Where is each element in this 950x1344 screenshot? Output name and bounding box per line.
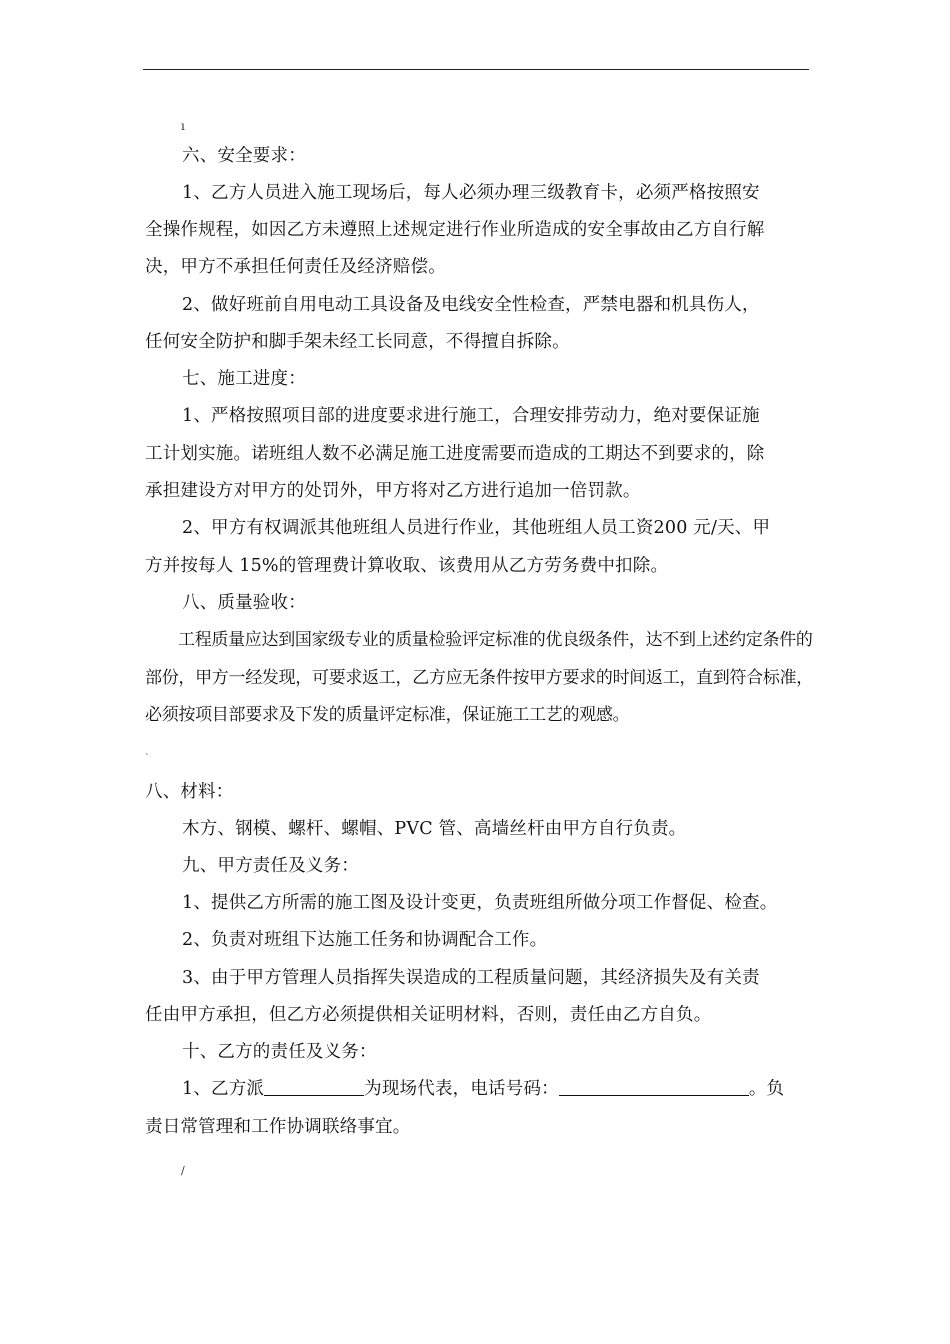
- paragraph-line: 方并按每人 15%的管理费计算收取、该费用从乙方劳务费中扣除。: [145, 556, 669, 576]
- paragraph-line: 任何安全防护和脚手架未经工长同意，不得擅自拆除。: [145, 332, 570, 352]
- section-heading: 八、质量验收：: [182, 593, 306, 613]
- paragraph-line: 承担建设方对甲方的处罚外，甲方将对乙方进行追加一倍罚款。: [145, 481, 641, 501]
- stray-mark: ˋ: [145, 754, 150, 764]
- paragraph-line: 必须按项目部要求及下发的质量评定标准，保证施工工艺的观感。: [145, 705, 630, 725]
- paragraph-line: 工程质量应达到国家级专业的质量检验评定标准的优良级条件，达不到上述约定条件的: [178, 630, 813, 650]
- paragraph-line: 2、负责对班组下达施工任务和协调配合工作。: [182, 930, 548, 950]
- paragraph-line: 责日常管理和工作协调联络事宜。: [145, 1117, 411, 1137]
- text-segment: 1、乙方派: [182, 1079, 265, 1099]
- paragraph-line: 全操作规程，如因乙方未遵照上述规定进行作业所造成的安全事故由乙方自行解: [145, 220, 765, 240]
- section-heading: 九、甲方责任及义务：: [182, 856, 359, 876]
- section-heading: 六、安全要求：: [182, 146, 306, 166]
- paragraph-line: 部份，甲方一经发现，可要求返工，乙方应无条件按甲方要求的时间返工，直到符合标准，: [145, 668, 813, 688]
- phone-blank: [559, 1077, 749, 1096]
- stray-mark: /: [181, 1164, 185, 1177]
- paragraph-line: 2、做好班前自用电动工具设备及电线安全性检查，严禁电器和机具伤人，: [182, 295, 760, 315]
- stray-mark: ı: [181, 119, 185, 133]
- section-heading: 七、施工进度：: [182, 369, 306, 389]
- paragraph-line: 工计划实施。诺班组人数不必满足施工进度需要而造成的工期达不到要求的，除: [145, 444, 765, 464]
- paragraph-line: 2、甲方有权调派其他班组人员进行作业，其他班组人员工资200 元/天、甲: [182, 518, 771, 538]
- paragraph-line: 木方、钢模、螺杆、螺帽、PVC 管、高墙丝杆由甲方自行负责。: [182, 819, 687, 839]
- paragraph-line: [182, 1076, 810, 1102]
- section-heading: 八、材料：: [145, 782, 234, 802]
- header-rule: [143, 69, 809, 70]
- representative-blank: [264, 1077, 364, 1096]
- paragraph-line: 1、严格按照项目部的进度要求进行施工，合理安排劳动力，绝对要保证施: [182, 406, 760, 426]
- text-segment: 。负: [748, 1079, 785, 1099]
- paragraph-line: 3、由于甲方管理人员指挥失误造成的工程质量问题，其经济损失及有关责: [182, 968, 760, 988]
- paragraph-line: 决，甲方不承担任何责任及经济赔偿。: [145, 257, 446, 277]
- text-segment: 为现场代表，电话号码：: [364, 1079, 559, 1099]
- paragraph-line: 1、提供乙方所需的施工图及设计变更，负责班组所做分项工作督促、检查。: [182, 893, 778, 913]
- paragraph-line: 1、乙方人员进入施工现场后，每人必须办理三级教育卡，必须严格按照安: [182, 183, 760, 203]
- section-heading: 十、乙方的责任及义务：: [182, 1042, 377, 1062]
- paragraph-line: 任由甲方承担，但乙方必须提供相关证明材料，否则，责任由乙方自负。: [145, 1005, 712, 1025]
